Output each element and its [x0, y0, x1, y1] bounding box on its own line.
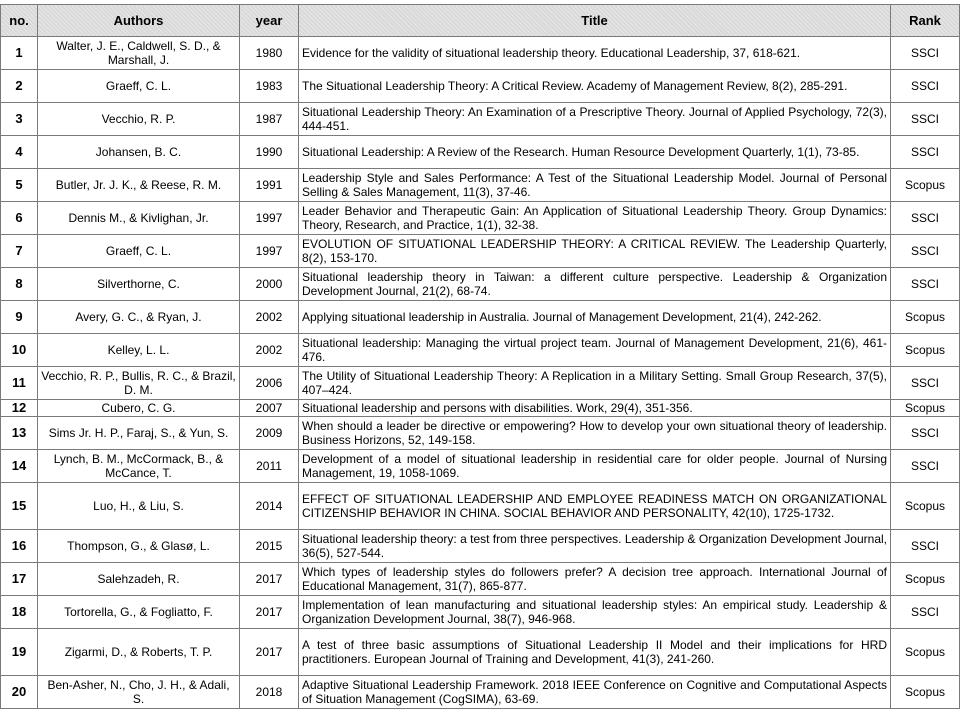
row-year: 2009: [240, 417, 299, 450]
row-rank: Scopus: [891, 483, 960, 530]
table-row: [1, 268, 960, 301]
row-rank: Scopus: [891, 334, 960, 367]
row-no: 1: [1, 37, 38, 70]
row-year: 2007: [240, 400, 299, 417]
table-row: [1, 483, 960, 530]
table-row: [1, 596, 960, 629]
row-rank: SSCI: [891, 37, 960, 70]
header-title: Title: [299, 5, 891, 37]
row-title: A test of three basic assumptions of Situational Leadership II Model and their implications for HRD practitioners. European Journal of Training and Development, 41(3), 241-260.: [299, 629, 891, 676]
row-title: EFFECT OF SITUATIONAL LEADERSHIP AND EMPLOYEE READINESS MATCH ON ORGANIZATIONAL CITIZENSHIP BEHAVIOR IN CHINA. SOCIAL BEHAVIOR AND PERSONALITY, 42(10), 1725-1732.: [299, 483, 891, 530]
header-year: year: [240, 5, 299, 37]
row-title: Implementation of lean manufacturing and situational leadership styles: An empirical study. Leadership & Organization Development Journal, 38(7), 946-968.: [299, 596, 891, 629]
row-year: 1997: [240, 235, 299, 268]
row-no: 9: [1, 301, 38, 334]
row-no: 3: [1, 103, 38, 136]
header-rank: Rank: [891, 5, 960, 37]
references-table: [0, 4, 960, 709]
table-row: [1, 676, 960, 709]
row-no: 13: [1, 417, 38, 450]
table-row: [1, 400, 960, 417]
row-rank: Scopus: [891, 400, 960, 417]
row-no: 2: [1, 70, 38, 103]
row-title: Applying situational leadership in Australia. Journal of Management Development, 21(4), 242-262.: [299, 301, 891, 334]
row-title: Situational leadership theory in Taiwan: a different culture perspective. Leadership & Organization Development Journal, 21(2), 68-74.: [299, 268, 891, 301]
row-no: 6: [1, 202, 38, 235]
row-no: 4: [1, 136, 38, 169]
row-no: 20: [1, 676, 38, 709]
row-year: 2017: [240, 596, 299, 629]
table-row: [1, 563, 960, 596]
header-authors: Authors: [38, 5, 240, 37]
table-row: [1, 530, 960, 563]
table-row: [1, 202, 960, 235]
row-year: 2014: [240, 483, 299, 530]
row-year: 2017: [240, 563, 299, 596]
row-rank: SSCI: [891, 235, 960, 268]
table-row: [1, 334, 960, 367]
table-row: [1, 103, 960, 136]
row-title: The Situational Leadership Theory: A Critical Review. Academy of Management Review, 8(2), 285-291.: [299, 70, 891, 103]
row-rank: SSCI: [891, 417, 960, 450]
row-rank: Scopus: [891, 563, 960, 596]
row-title: Leader Behavior and Therapeutic Gain: An Application of Situational Leadership Theory. Group Dynamics: Theory, Research, and Practice, 1(1), 32-38.: [299, 202, 891, 235]
row-year: 1983: [240, 70, 299, 103]
row-rank: SSCI: [891, 450, 960, 483]
row-title: Situational leadership and persons with disabilities. Work, 29(4), 351-356.: [299, 400, 891, 417]
row-no: 18: [1, 596, 38, 629]
table-row: [1, 367, 960, 400]
row-authors: Ben-Asher, N., Cho, J. H., & Adali, S.: [38, 676, 240, 709]
row-no: 15: [1, 483, 38, 530]
row-authors: Luo, H., & Liu, S.: [38, 483, 240, 530]
row-year: 1991: [240, 169, 299, 202]
row-title: When should a leader be directive or empowering? How to develop your own situational theory of leadership. Business Horizons, 52, 149-158.: [299, 417, 891, 450]
table-row: [1, 136, 960, 169]
row-rank: SSCI: [891, 596, 960, 629]
row-year: 1990: [240, 136, 299, 169]
row-authors: Silverthorne, C.: [38, 268, 240, 301]
row-authors: Lynch, B. M., McCormack, B., & McCance, T.: [38, 450, 240, 483]
table-row: [1, 417, 960, 450]
row-rank: SSCI: [891, 268, 960, 301]
row-rank: Scopus: [891, 629, 960, 676]
row-year: 2017: [240, 629, 299, 676]
row-authors: Tortorella, G., & Fogliatto, F.: [38, 596, 240, 629]
row-title: Situational Leadership Theory: An Examination of a Prescriptive Theory. Journal of Applied Psychology, 72(3), 444-451.: [299, 103, 891, 136]
row-no: 14: [1, 450, 38, 483]
table-row: [1, 169, 960, 202]
row-authors: Thompson, G., & Glasø, L.: [38, 530, 240, 563]
row-no: 11: [1, 367, 38, 400]
row-rank: Scopus: [891, 169, 960, 202]
row-year: 1980: [240, 37, 299, 70]
header-no: no.: [1, 5, 38, 37]
row-year: 2002: [240, 301, 299, 334]
row-no: 5: [1, 169, 38, 202]
table-row: [1, 70, 960, 103]
row-authors: Vecchio, R. P., Bullis, R. C., & Brazil, D. M.: [38, 367, 240, 400]
row-rank: SSCI: [891, 103, 960, 136]
row-title: Adaptive Situational Leadership Framework. 2018 IEEE Conference on Cognitive and Computational Aspects of Situation Management (CogSIMA), 63-69.: [299, 676, 891, 709]
row-authors: Cubero, C. G.: [38, 400, 240, 417]
row-rank: Scopus: [891, 301, 960, 334]
row-year: 2002: [240, 334, 299, 367]
row-authors: Sims Jr. H. P., Faraj, S., & Yun, S.: [38, 417, 240, 450]
row-rank: SSCI: [891, 530, 960, 563]
table-row: [1, 450, 960, 483]
row-no: 16: [1, 530, 38, 563]
row-title: Which types of leadership styles do followers prefer? A decision tree approach. International Journal of Educational Management, 31(7), 865-877.: [299, 563, 891, 596]
row-authors: Vecchio, R. P.: [38, 103, 240, 136]
row-no: 8: [1, 268, 38, 301]
row-authors: Graeff, C. L.: [38, 70, 240, 103]
row-authors: Dennis M., & Kivlighan, Jr.: [38, 202, 240, 235]
row-year: 2000: [240, 268, 299, 301]
row-year: 2018: [240, 676, 299, 709]
row-title: Situational leadership theory: a test from three perspectives. Leadership & Organization Development Journal, 36(5), 527-544.: [299, 530, 891, 563]
row-rank: SSCI: [891, 136, 960, 169]
row-rank: SSCI: [891, 367, 960, 400]
row-year: 2015: [240, 530, 299, 563]
table-row: [1, 629, 960, 676]
row-year: 1997: [240, 202, 299, 235]
row-rank: Scopus: [891, 676, 960, 709]
row-year: 2011: [240, 450, 299, 483]
table-row: [1, 235, 960, 268]
table-row: [1, 301, 960, 334]
row-title: Situational Leadership: A Review of the Research. Human Resource Development Quarterly, 1(1), 73-85.: [299, 136, 891, 169]
row-authors: Walter, J. E., Caldwell, S. D., & Marshall, J.: [38, 37, 240, 70]
row-no: 7: [1, 235, 38, 268]
row-authors: Graeff, C. L.: [38, 235, 240, 268]
row-authors: Johansen, B. C.: [38, 136, 240, 169]
row-year: 1987: [240, 103, 299, 136]
row-year: 2006: [240, 367, 299, 400]
row-title: Leadership Style and Sales Performance: A Test of the Situational Leadership Model. Journal of Personal Selling & Sales Management, 11(3), 37-46.: [299, 169, 891, 202]
row-rank: SSCI: [891, 70, 960, 103]
row-authors: Kelley, L. L.: [38, 334, 240, 367]
table-row: [1, 37, 960, 70]
row-title: Development of a model of situational leadership in residential care for older people. Journal of Nursing Management, 19, 1058-1069.: [299, 450, 891, 483]
row-title: Evidence for the validity of situational leadership theory. Educational Leadership, 37, 618-621.: [299, 37, 891, 70]
row-no: 19: [1, 629, 38, 676]
row-title: EVOLUTION OF SITUATIONAL LEADERSHIP THEORY: A CRITICAL REVIEW. The Leadership Quarterly, 8(2), 153-170.: [299, 235, 891, 268]
row-authors: Avery, G. C., & Ryan, J.: [38, 301, 240, 334]
header-row: [1, 5, 960, 37]
row-authors: Butler, Jr. J. K., & Reese, R. M.: [38, 169, 240, 202]
row-rank: SSCI: [891, 202, 960, 235]
row-title: The Utility of Situational Leadership Theory: A Replication in a Military Setting. Small Group Research, 37(5), 407–424.: [299, 367, 891, 400]
row-authors: Zigarmi, D., & Roberts, T. P.: [38, 629, 240, 676]
row-authors: Salehzadeh, R.: [38, 563, 240, 596]
row-no: 12: [1, 400, 38, 417]
row-no: 17: [1, 563, 38, 596]
row-no: 10: [1, 334, 38, 367]
row-title: Situational leadership: Managing the virtual project team. Journal of Management Development, 21(6), 461-476.: [299, 334, 891, 367]
